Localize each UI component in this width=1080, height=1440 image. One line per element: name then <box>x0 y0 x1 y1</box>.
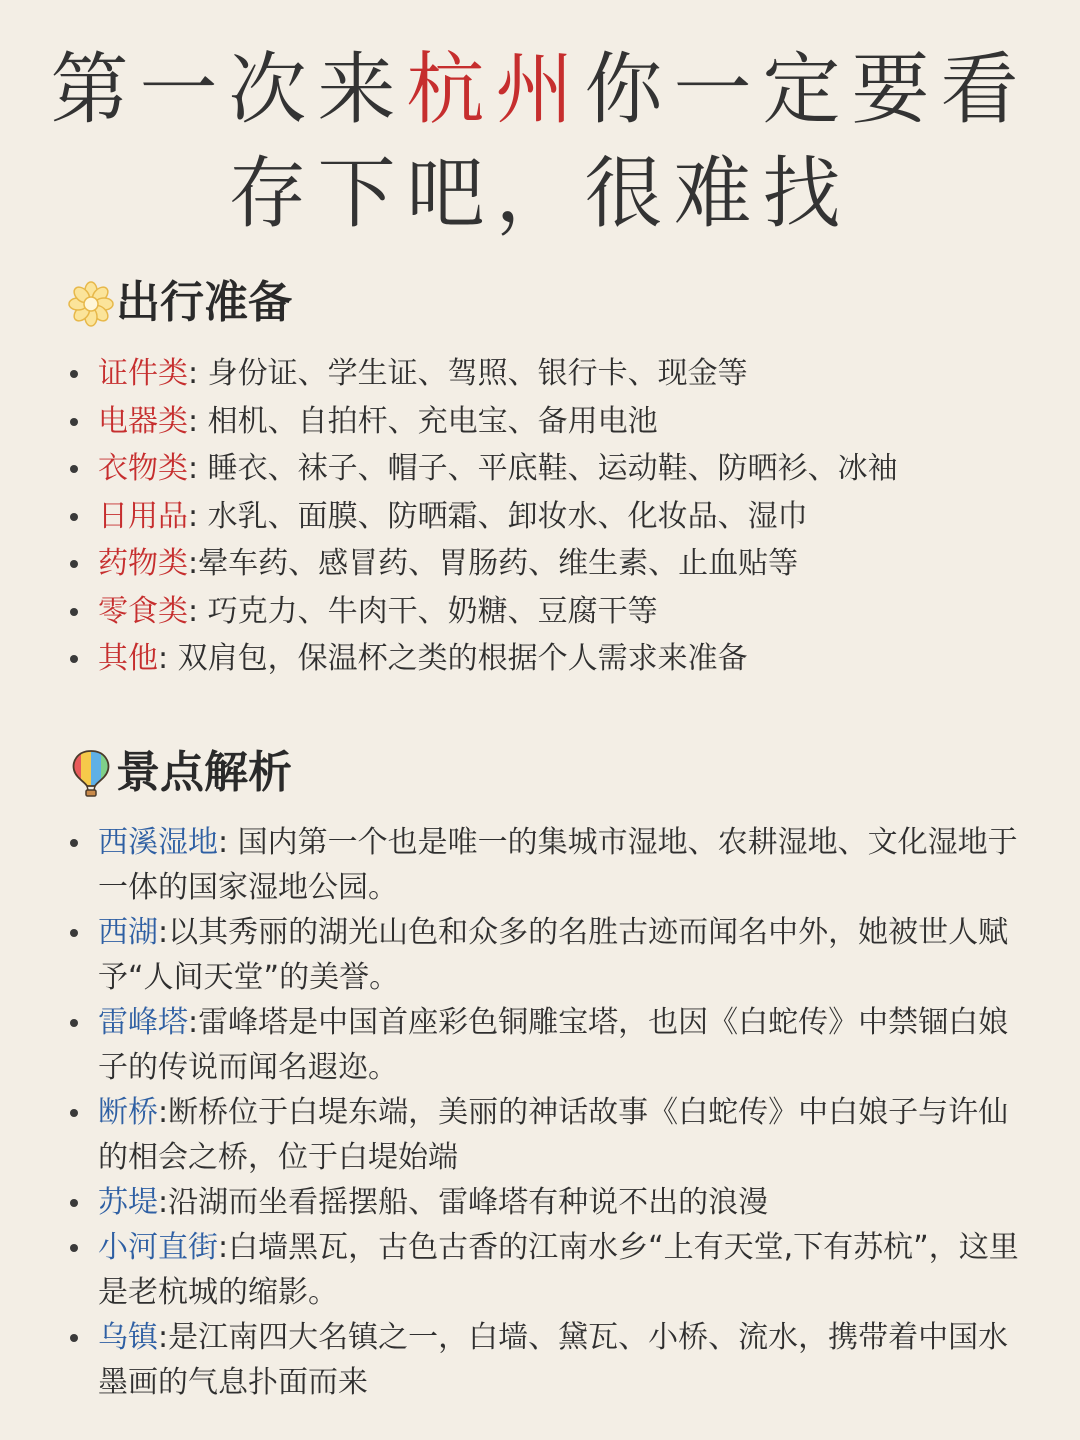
item-key: 苏堤 <box>98 1185 158 1220</box>
prep-section-heading <box>68 275 292 331</box>
bullet <box>70 1244 78 1252</box>
title-line-1 <box>0 38 1080 142</box>
bullet <box>70 839 78 847</box>
item-sep: : <box>188 546 199 581</box>
item-key: 电器类 <box>98 403 188 439</box>
item-sep: : <box>158 1320 169 1355</box>
item-key: 药物类 <box>98 546 188 581</box>
item-sep: : <box>188 451 208 486</box>
item-text: 相机、自拍杆、充电宝、备用电池 <box>207 403 658 439</box>
flower-icon <box>68 278 114 328</box>
bullet <box>70 1109 78 1117</box>
sights-list <box>68 820 1028 1405</box>
title-post: 你一定要看 <box>584 45 1030 135</box>
item-text: 巧克力、牛肉干、奶糖、豆腐干等 <box>207 593 658 629</box>
list-item <box>68 1180 1028 1225</box>
item-sep: : <box>218 1230 229 1265</box>
list-item <box>68 493 1028 541</box>
list-item <box>68 588 1028 636</box>
bullet <box>70 560 78 568</box>
item-sep: : <box>158 1095 169 1130</box>
title-block <box>0 38 1080 246</box>
bullet <box>70 608 78 616</box>
item-text: 以其秀丽的湖光山色和众多的名胜古迹而闻名中外，她被世人赋予“人间天堂”的美誉。 <box>98 915 1009 995</box>
item-sep: : <box>188 593 208 629</box>
bullet <box>70 1334 78 1342</box>
item-text: 国内第一个也是唯一的集城市湿地、农耕湿地、文化湿地于一体的国家湿地公园。 <box>98 825 1018 905</box>
bullet <box>70 655 78 663</box>
bullet <box>70 513 78 521</box>
item-sep: : <box>188 1005 199 1040</box>
item-text: 断桥位于白堤东端，美丽的神话故事《白蛇传》中白娘子与许仙的相会之桥，位于白堤始端 <box>98 1095 1009 1175</box>
item-text: 晕车药、感冒药、胃肠药、维生素、止血贴等 <box>198 546 799 581</box>
list-item <box>68 820 1028 910</box>
prep-heading-text: 出行准备 <box>116 277 292 328</box>
item-key: 日用品 <box>98 498 188 534</box>
item-text: 水乳、面膜、防晒霜、卸妆水、化妆品、湿巾 <box>207 498 808 534</box>
item-key: 其他 <box>98 641 158 676</box>
sights-section-heading <box>68 745 292 801</box>
list-item <box>68 398 1028 446</box>
item-sep: : <box>218 825 238 860</box>
item-sep: : <box>158 641 178 676</box>
item-text: 睡衣、袜子、帽子、平底鞋、运动鞋、防晒衫、冰袖 <box>207 451 898 486</box>
bullet <box>70 370 78 378</box>
item-sep: : <box>158 915 169 950</box>
item-text: 白墙黑瓦，古色古香的江南水乡“上有天堂,下有苏杭”，这里是老杭城的缩影。 <box>98 1230 1019 1310</box>
item-key: 乌镇 <box>98 1320 158 1355</box>
list-item <box>68 1225 1028 1315</box>
item-key: 雷峰塔 <box>98 1005 188 1040</box>
item-sep: : <box>188 498 208 534</box>
item-sep: : <box>188 403 208 439</box>
bullet <box>70 929 78 937</box>
list-item <box>68 1090 1028 1180</box>
prep-list <box>68 350 1028 683</box>
item-text: 双肩包，保温杯之类的根据个人需求来准备 <box>177 641 748 676</box>
title-city-highlight: 杭州 <box>406 45 585 135</box>
list-item <box>68 445 1028 493</box>
item-key: 西溪湿地 <box>98 825 218 860</box>
list-item <box>68 635 1028 683</box>
item-sep: : <box>188 356 208 391</box>
item-key: 小河直街 <box>98 1230 218 1265</box>
item-text: 雷峰塔是中国首座彩色铜雕宝塔，也因《白蛇传》中禁锢白娘子的传说而闻名遐迩。 <box>98 1005 1009 1085</box>
title-pre: 第一次来 <box>50 45 407 135</box>
bullet <box>70 1199 78 1207</box>
bullet <box>70 465 78 473</box>
item-key: 证件类 <box>98 356 188 391</box>
bullet <box>70 418 78 426</box>
list-item <box>68 1315 1028 1405</box>
bullet <box>70 1019 78 1027</box>
item-sep: : <box>158 1185 169 1220</box>
item-text: 沿湖而坐看摇摆船、雷峰塔有种说不出的浪漫 <box>168 1185 769 1220</box>
item-text: 是江南四大名镇之一，白墙、黛瓦、小桥、流水，携带着中国水墨画的气息扑面而来 <box>98 1320 1009 1400</box>
sights-heading-text: 景点解析 <box>116 747 292 798</box>
item-text: 身份证、学生证、驾照、银行卡、现金等 <box>207 356 748 391</box>
list-item <box>68 910 1028 1000</box>
item-key: 西湖 <box>98 915 158 950</box>
item-key: 衣物类 <box>98 451 188 486</box>
item-key: 断桥 <box>98 1095 158 1130</box>
list-item <box>68 1000 1028 1090</box>
list-item <box>68 350 1028 398</box>
hot-air-balloon-icon <box>68 748 114 798</box>
list-item <box>68 540 1028 588</box>
item-key: 零食类 <box>98 593 188 629</box>
title-line-2: 存下吧，很难找 <box>228 149 852 239</box>
